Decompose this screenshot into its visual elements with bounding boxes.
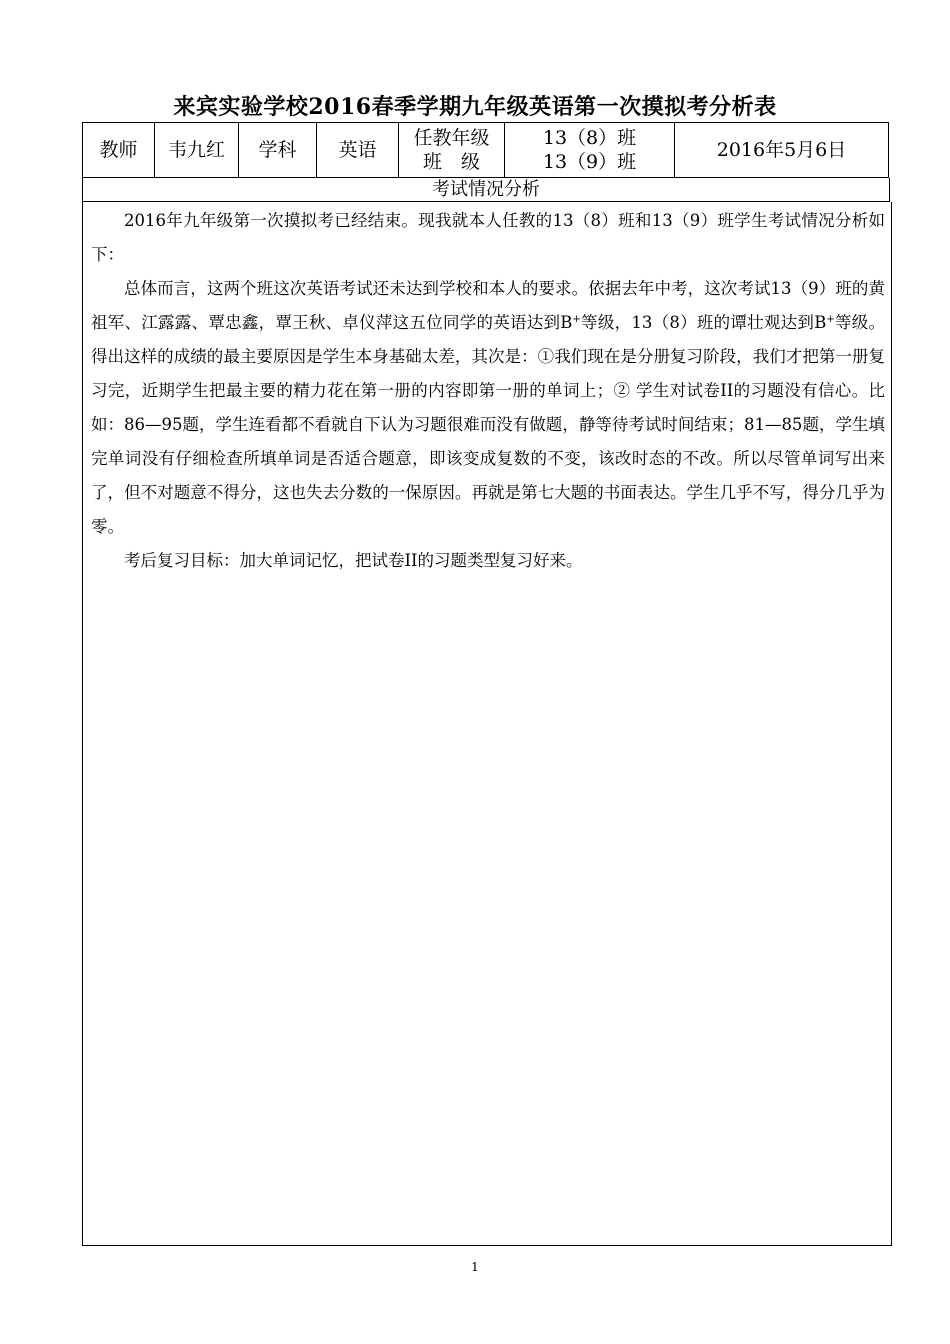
date-value: 2016年5月6日	[675, 123, 889, 178]
grade-plus-sup-2: +	[826, 314, 835, 325]
paragraph-review-goal: 考后复习目标：加大单词记忆，把试卷II的习题类型复习好来。	[124, 551, 583, 570]
class-line1: 13（8）班	[542, 127, 637, 149]
teacher-label: 教师	[83, 123, 155, 178]
paragraph-analysis-part1: 总体而言，这两个班这次英语考试还未达到学校和本人的要求。依据去年中考，这次考试13（9）班的黄祖军、江露露、覃忠鑫，覃王秋、卓仪萍这五位同学的英语达到B	[91, 279, 885, 332]
subject-value: 英语	[317, 123, 399, 178]
analysis-content	[82, 202, 892, 1246]
paragraph-analysis	[91, 272, 885, 544]
page-number: 1	[471, 1260, 479, 1274]
grade-class-label	[399, 123, 505, 178]
grade-label-line1: 任教年级	[413, 127, 490, 149]
grade-plus-sup-1: +	[572, 314, 581, 325]
info-table	[82, 122, 889, 178]
class-line2: 13（9）班	[542, 151, 637, 173]
paragraph-analysis-part2: 等级，13（8）班的谭壮观达到B	[580, 313, 827, 332]
subject-label: 学科	[239, 123, 317, 178]
teacher-value: 韦九红	[155, 123, 239, 178]
class-value	[505, 123, 675, 178]
grade-label-line2: 班 级	[422, 151, 480, 173]
document-title: 来宾实验学校2016春季学期九年级英语第一次摸拟考分析表	[173, 94, 777, 120]
paragraph-intro: 2016年九年级第一次摸拟考已经结束。现我就本人任教的13（8）班和13（9）班学生考试情况分析如下：	[91, 211, 885, 264]
section-title: 考试情况分析	[82, 178, 890, 202]
paragraph-analysis-part3: 等级。得出这样的成绩的最主要原因是学生本身基础太差，其次是：①我们现在是分册复习阶段，我们才把第一册复习完，近期学生把最主要的精力花在第一册的内容即第一册的单词上；② 学生对试卷II的习题没有信心。比如：86—95题，学生连看都不看就自下认为习题很难而没有做题，静等待考试时间结束；81—85题，学生填完单词没有仔细检查所填单词是否适合题意，即该变成复数的不变，该改时态的不改。所以尽管单词写出来了，但不对题意不得分，这也失去分数的一保原因。再就是第七大题的书面表达。学生几乎不写，得分几乎为零。	[91, 313, 885, 536]
